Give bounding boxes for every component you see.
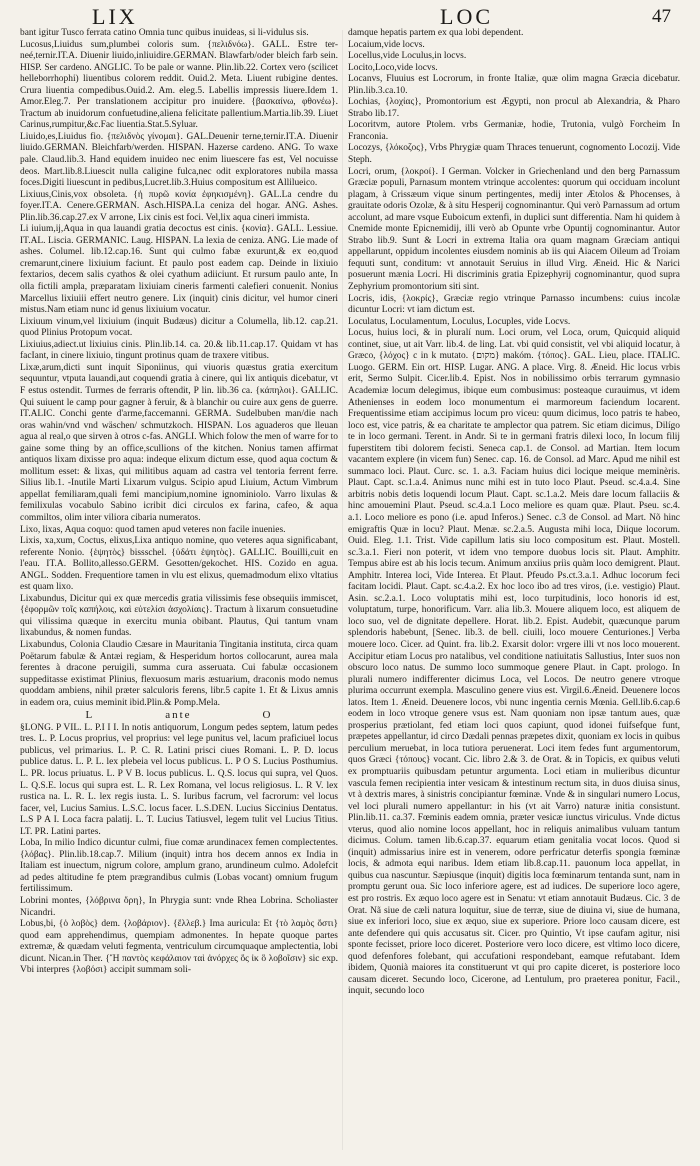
entry-paragraph: Lixis, xa,xum, Coctus, elixus,Lixa antiquo nomine, quo veteres aqua significabant, referente Nonio. {ἑψητὸς} bissschel. {ὑδάτι ἑψητὸς}. GALLIC. Bouilli,cuit en l'eau. IT.A. Bollito,allesso.GERM. Gesotten/gekochet. HIS. Cozido en agua. ANGL. Sodden. Frequentiore tamen in vlu est elixus, quemadmodum elixo vltatius est quam lixo. — [20, 536, 338, 593]
page-number: 47 — [652, 6, 671, 27]
entry-paragraph: Lobrini montes, {λόβρινα ὄρη}, In Phrygia sunt: vnde Rhea Lobrina. Scholiaster Nicandri. — [20, 896, 338, 918]
entry-paragraph: Locri, orum, {λοκροί}. I German. Volcker in Griechenland und den berg Parnassum Græciæ populi, Parnasum montem vtrinque accolentes: quorum qui occiduam incolunt plagam, à Crissæum vique sinum pertingentes, medij inter Ætolos & Phocenses, à grauitate odoris Ozolæ, & à situ Hesperij cognominantur. Qui verò Parnassum ad ortum accolunt, ad mare vsque Euboicum extenfi, in duplici sunt differentia. Nam hi quidem à Cnemide monte Epicnemidij, illi verò ab Opunte vrbe Opuntij cognominantur. Autor Strabo lib.9. Sunt & Locri in extrema Italia ora quam magnam Græciam antiqui appellarunt, oppidum incolentes eiusdem nominis ab iis qui Aiacem Oileum ad Troiam fequuti sunt, conditum: vt annotauit Seruius in illud Virg. Æneid. Hic & Narici posuerunt mænia Locri. Hi discriminis gratia Epizephyrij cognominantur, quod supra Zephyrium promontorium siti sint. — [348, 166, 680, 293]
entry-paragraph: bant igitur Tusco ferrata catino Omnia tunc quibus inuideas, si li-vidulus sis. — [20, 28, 309, 38]
entry-paragraph: Loba, In milio Indico dicuntur culmi, fiue comæ arundinacex femen complectentes. {λόβας}. Plin.lib.18.cap.7. Milium (inquit) intra hos decem annos ex India in Italiam est inuectum, nigrum colore, amplum grano, arundineum culmo. Adolefcit ad pedes altitudine fe ptem prægrandibus culmis (Lobas vocant) omnium frugum fertilissimum. — [20, 838, 338, 895]
entry-paragraph: Lixabundus, Colonia Claudio Cæsare in Mauritania Tingitania instituta, circa quam Poëtarum fabulæ & Antæi regiam, & Hesperidum hortos collocarunt, aurea mala ferentes à dracone peruigili, summa cura asseruata. Cui fabulæ occasionem suppeditasse existimat Plinius, flexuosum maris æstuarium, draconis modo nemus quoddam ambiens, nihil præter salculoris ferens, libr.5 capite 1. Et & Lixus amnis in eadem ora, cuius meminit ibid.Plin.& Pomp.Mela. — [20, 639, 338, 708]
entry-paragraph: Lixo, lixas, Aqua coquo: quod tamen apud veteres non facile inuenies. — [20, 524, 286, 535]
running-head-right: LOC — [440, 4, 493, 29]
entry-paragraph: Locito,Loco,vide locvs. — [348, 62, 438, 73]
entry-paragraph: Locozys, {λόκοζος}, Vrbs Phrygiæ quam Thraces tenuerunt, cognomento Locozij. Vide Steph. — [348, 143, 680, 166]
entry-paragraph: Li iuium,ij,Aqua in qua lauandi gratia decoctus est cinis. {κονία}. GALL. Lessiue. IT.AL. Liscia. GERMANIC. Laug. HISPAN. La lexia de ceniza. ANG. Lie made of ashes. Columel. lib.12.cap.16. Sunt qui culmo fabæ exurunt,& ex eo,quod cremarunt,cinere lixiuium faciunt. Et paulo post eadem cap. Deinde in lixiuio fextarios, decem salis cyathos & olei cyathum adiiciunt. Et rursum paulo ante, In olla fictili ampla, præparatam lixiuiam cineris farmenti calefieri conuenit. Nonius Marcellus lixiuiii effert neutro genere. Lix (inquit) cinis dicitur, vel humor cineri mistus.Nam etiam nunc id genus lixiuium vocatur. — [20, 224, 338, 316]
entry-paragraph: Lixæ,arum,dicti sunt inquit Siponiinus, qui viuoris quæstus gratia exercitum sequuntur, vtputa lauandi,aut coquendi gratia à cinere, qui lix antiquis dicebatur, vt F estus ostendit. Turmes de ferraris oftendit, P lin. lib.36 ca. {κάπηλοι}. GALLIC. Qui suiuent le camp pour gagner à feruir, & à blanchir ou cuire aux gens de guerre. IT.ALIC. Conchi gente d'arme,faccemanni. GERMA. Sudelbuben man/die nach oras wahin/vnd vnd wäschen/ schmutzkoch. HISPAN. Los aguaderos que lleuan agua al real,o que sirven à otros c-fas. ANGLI. Which folow the men of warre for to gaine some thing by an office,scullions of the kitchen. Nonius tamen affirmat antiquos lixam dixisse pro aqua: indeque elixum dictum esse, quod aqua coctum & mollitum esset: & lixas, qui militibus aquam ad castra vel tentoria ferrent ferre. Silius lib.1. -Inutile Marti Lixarum vulgus. Scipio apud Liuium, Actum Vimbrum appellat femiliaram,quali femi mancipium,nomine ignominiolo. Varro lixulas & femilixulas vocabulo Sabino icribit dici circulos ex farina, cafeo, & aqua commiltos, olim inter viliora cibaria numeratos. — [20, 362, 338, 523]
section-divider-middle: ante — [165, 709, 192, 722]
entry-paragraph: Liuido,es,Liuidus fio. {πελιδνὸς γίνομαι}. GAL.Deuenir terne,ternir.IT.A. Diuenir liuido.GERMAN. Bleichfarb/werden. HISPAN. Hazerse cardeno. ANG. To waxe pale. Claud.lib.3. Hand equidem inuideo nec enim liuescere fas est, Vel nocuisse deos. Mart.lib.8.Liuescit nulla caligine fulca,nec odit exploratores nubila massa foces.Digiti liuescunt in pedibus,Lucret.lib.3.Huius compositum est Allilueico. — [20, 131, 338, 189]
section-divider-left: L — [85, 709, 95, 722]
entry-paragraph: §LONG. P VIL. L. P.I I I. In notis antiquorum, Longum pedes septem, latum pedes tres. L. P. Locus proprius, vel proprius: vel lege punitus vel, lacum praficiuel locus publicus, vel primarius. L. P. C. R. Latini prisci ciues Romani. L. P. D. locus publice datus. L. P. L. lex plebeia vel locus publicus. L. P O S. Lucius Posthumius. L. PR. locus priuatus. L. P V B. locus publicus. L. Q.S. locus qui supra, vel Quos. L. Q.S.E. locus qui supra est. L. R. Lex Romana, vel locus religiosus. L. R V. lex rustica na. L. R. L. lex regis iusta. L. S. Iuribus facrum, vel facrorum: vel locus facer, vel, Lucius Samius. L.S.C. locus facer. L.S.DEN. Lucius Siccinius Dentatus. L.S P A I. Loca facra palatij. L. T. Lucius Tatiusvel, legem tulit vel Lucius Titius. LT. PR. Latini partes. — [20, 722, 338, 837]
entry-paragraph: Locris, idis, {λοκρίς}, Græciæ regio vtrinque Parnasso incumbens: cuius incolæ dicuntur Locri: vt iam dictum est. — [348, 293, 680, 316]
entry-paragraph: Loculatus, Loculamentum, Loculus, Locuples, vide Locvs. — [348, 316, 571, 327]
entry-paragraph: Locanvs, Fluuius est Locrorum, in fronte Italiæ, quæ olim magna Græcia dicebatur. Plin.lib.3.ca.10. — [348, 74, 680, 96]
entry-paragraph: Lixiuum vinum,vel lixiuium (inquit Budæus) dicitur a Columella, lib.12. cap.21. quod Plinius Protopum vocat. — [20, 316, 338, 339]
section-divider — [50, 710, 308, 722]
right-column — [348, 28, 680, 1160]
entry-paragraph: Locellus,vide Loculus,in locvs. — [348, 51, 467, 62]
entry-paragraph: Locaium,vide locvs. — [348, 39, 425, 50]
entry-paragraph: Lixiuus,Cinis,vox obsoleta. {ἡ πυρῶ κονία ἐφηκισμένη}. GAL.La cendre du foyer.IT.A. Cenere.GERMAN. Asch.HISPA.La ceniza del hogar. ANG. Ashes. Plin.lib.36.cap.27.ex V arrone, Lix cinis est foci. Vel,lix aqua cineri immista. — [20, 189, 338, 223]
entry-paragraph: Locoritvm, autore Ptolem. vrbs Germaniæ, hodie, Trutonia, vulgò Forcheim In Franconia. — [348, 120, 680, 142]
entry-paragraph: Lochias, {λοχίας}, Promontorium est Ægypti, non procul ab Alexandria, & Pharo Strabo lib.17. — [348, 97, 680, 119]
left-column — [20, 28, 338, 1160]
section-divider-right: O — [262, 709, 273, 722]
entry-paragraph: Lobus,bi, {ὁ λοβὸς} dem. {λοβάριον}. {ἔλλεβ.} Ima auricula: Et {τὸ λαμὸς ὄστι} quod eam apprehendimus, quempiam admonentes. In hepate quoque partes extremæ, & quædam veluti fegmenta, ventriculum circumquaque amplectentia, lobi dicunt. Nican.in Ther. {Ἤ παντὸς κεφάλαιον ταὶ ἀνόρχες ὅς ἰκ ὃ λοβοῖσιν} sic exp. Vbi interpres {λοβόσι} accipit summam soli- — [20, 919, 338, 976]
entry-paragraph: damque hepatis partem ex qua lobi dependent. — [348, 28, 524, 38]
column-gutter — [342, 30, 343, 1150]
entry-paragraph: Lucosus,Liuidus sum,plumbei coloris sum. {πελιδνόω}. GALL. Estre ter-neé,ternir.IT.A. Diuenir liuido,inliuidire.GERMAN. Blawfarb/oder bleich farb sein. HISP. Ser cardeno. ANGLIC. To be pale or wanne. Plin.lib.22. Cortex vero (scilicet helleborrhophi) liuentibus colorem reddit. Ouid.2. Meta. Liuent rubigine dentes. Crura liuentia compedibus.Ouid.2. Am. eleg.5. Labellis impressis liuere.Idem 1. Amor.Eleg.7. Per translationem accipitur pro inuidere. {βασκαίνω, φθονέω}. Tractum ab inuidorum confuetudine,aliena felicitate pallentium.Martia.lib.39. Liuet Carinus,rumpitur,&c.Fac liuentia.Stat.5.Syluar. — [20, 39, 338, 131]
running-head-left: LIX — [92, 4, 138, 29]
entry-paragraph: Lixabundus, Dicitur qui ex quæ mercedis gratia vilissimis fese obsequiis immiscet, {ἐφορμῶν τοῖς καπήλοις, καὶ εὐτελίσι ἀσχολίαις}. Tractum à lixarum consuetudine qui vilissima quæque in exercitu munia obibant. Plautus, Qui tantum vnam lixabundus, & nomen fundas. — [20, 593, 338, 639]
entry-paragraph: Locus, huius loci, & in pluralí num. Loci orum, vel Loca, orum, Quicquid aliquid continet, siue, ut ait Varr. lib.4. de ling. Lat. vbi quid consistit, vel vbi aliquid locatur, à Græco, {λόχος} c in k mutato. {מקום} makóm. {τόπος}. GAL. Lieu, place. ITALIC. Luogo. GERM. Ein ort. HISP. Lugar. ANG. A place. Virg. 8. Æneid. Hic locus vrbis erit, Sermo Sulpit. Cicer.lib.4. Epist. Nos in nobilissimo orbis terrarum gymnasio Academiæ locum delegimus, ibique eum combusimus: posteaque curauimus, vt idem Athenienses in eodem loco monumentum ei marmoreum faciendum locarent. Frequentissime etiam accipimus locum pro viceu: quum dicimus, loco patris te habeo, loco est, vice patris, & ea charitate te amplector qua patrem. Sic etiam dicimus, Dilígo te in loco germani. Terent. in Andr. Si te in germani fratris dilexi loco, In locum filij fuperstitem tibi dolorem fecisti. Seneca cap.1. de Consol. ad Martian. Item locum vacantem explere (in vicem fun) Senec. cap. 16. de Consol. ad Marc. Apud me nihil est summaco loci. Plaut. Curc. sc. 1. a.3. Faciam huius dici locique meique meminèris. Plaut. Capt. sc.1.a.4. Animus nunc mihi est in tuto loco Plaut. Pseud. sc.4.a.4. Sine arbitris nobis detis loquendi locum Plaut. Capt. sc.1.a.2. Meis dare locum fallaciis & hinc amouemini Plaut. Pseud. sc.4.a.1 Loco meliore es quam quæ. Plaut. Pseu. sc.4. a.1. Loco meliore es pono (i.e. apud Inferos.) Senec. c.3 de Consol. ad Mart. Nõ hinc emigraftis Quæ in locu? Plaut. Menæ. sc.2.a.5. Augusta mihi loca, Diique locorum. Ouid. Eleg. 1.1. Trist. Vide capillum latis siu loco compositum est. Plaut. Mostell. sc.3.a.1. Fieri non poterit, vt idem vno tempore duobus locis sit. Plaut. Amphitr. Tempus abire est ab his locis tecum. Animum anxiius priìs quàm loco demigrent. Plaut. Amphitr. Interea loci, Vide Interea. Et Plaut. Pfeudo Ps.ct.3.a.1. Adhuc locorum feci facitam locidi. Plaut. Capt. sc.4.a.2. Ex hoc loco ibo ad tres viros, (i.e. vestigio) Plaut. Asin. sc.2.a.1. Loco voluptatis mihi est, loco turpitudinis, loco honoris id est, voluptatum, turpe, honorificum. Varr. alia lib.3. Mouere aliquem loco, est aliquem de loco suo, vel de dignitate depellere. Horat. lib.2. Epist. Audebit, quæcunque parum splendoris habebunt, [Senec. lib.3. de bell. ciuili, loco mouere Centuriones.] Verba mouere loco. Cicer. ad Quint. fra. lib.2. Exarsit dolor: vrgere illi vt nos loco mouerent. Accipitur etiam Locus pro natalibus, vel conditione natiuitatis Sallustius, Inter suos non obscuro loco natus. De summo loco summoque genere Plaut. in Capt. prologo. In plurali numero indifferenter dicimus Loca, vel Locos. De neutro genere vtroque plurima occurrunt exempla. Masculino genere vius est. Virgil.6.Æneid. Deuenere locos latos. Item 1. Æneid. Deuenere locos, vbi nunc ingentia cernis Mœnia. Gell.lib.6.cap.6 eodem in loco vtroque genere vsus est. Nam quoniam non ipsæ tantum aues, quæ prosperius prætiolant, fed etiam loci quos capiunt, quod idonei fuifsefque funt, præpetes appellantur, id circo Dædali pennas præpetes dixit, quoniam ex locis in quibus perculium meruebat, in loca tutiora peruenerat. Loci item fedes funt argumentorum, quos Græci {τόπους} vocant. Cic. libro 2.& 3. de Orat. & in Topicis, ex quibus veluti ex promptuariis quibusdam petuntur argumenta. Loci etiam in mulieribus dicuntur vascula femen recipientia inter vesicam & intestinum rectum sita, in duos diuisa sinus, vt à dextris mares, à sinistris concipiantur fœminæ. Vnde & in singulari numero Locus, vel loci plurali numero appellantur: in his (vt ait Varro) naturæ initia consistunt. Plin.lib.11. ca.37. Fœminis eadem omnia, præter vesicæ iunctus viriculus. Vnde dictus vterus, quod alio nomine locos appellant, hoc in reliquis animalibus vuluam tantum dicimus. Colum. tamen lib.6.cap.37. equarum etiam genitalia vocat locos. Quod si (inquit) admissarius inire est in venerem, odore perfricatur deterfis spongia fœminæ locis, & admota equi naribus. Idem etiam lib.8.cap.11. pauonum loca appellat, in quibus cua nascuntur. Sæpiusque (inquit) digitis loca fœminarum tentanda sunt, nam in promptu gerunt oua. Sic loco inferiore agere, est ad iudices. De superiore loco agere, est pro rostris. Ex æquo loco agere est in Senatu: vt etiam annotauit Budæus. Cic. 3 de Orat. Nã siue de cæli natura loquitur, siue de terræ, siue de diuina vi, siue de humana, siue ex inferiori loco, siue ex æquo, siue ex superiore. Priore loco causam dicere, est ante defendere qui quis accusatus sit. Cicer. pro Quintio, Vt ipse caufam agitur, nisi sponte fecisset, priore loco diceret. Posteriore vero loco dicere, est vltimo loco dicere, quod defenfores folebant, qui accufationi respondebant, eamque refutabant. Idem ibidem, Quonià maiores ita constituerunt vt qui pro capite diceret, is posteriore loco causam diceret. Secundo loco, Cicerone, ad Lentulum, pro praeterea ponitur, Facil., inquit, secundo loco — [348, 328, 680, 997]
entry-paragraph: Lixiuius,adiect.ut lixiuius cinis. Plin.lib.14. ca. 20.& lib.11.cap.17. Quidam vt has facIant, in cinere lixiuio, tingunt protinus quam de traxere vitibus. — [20, 339, 338, 362]
